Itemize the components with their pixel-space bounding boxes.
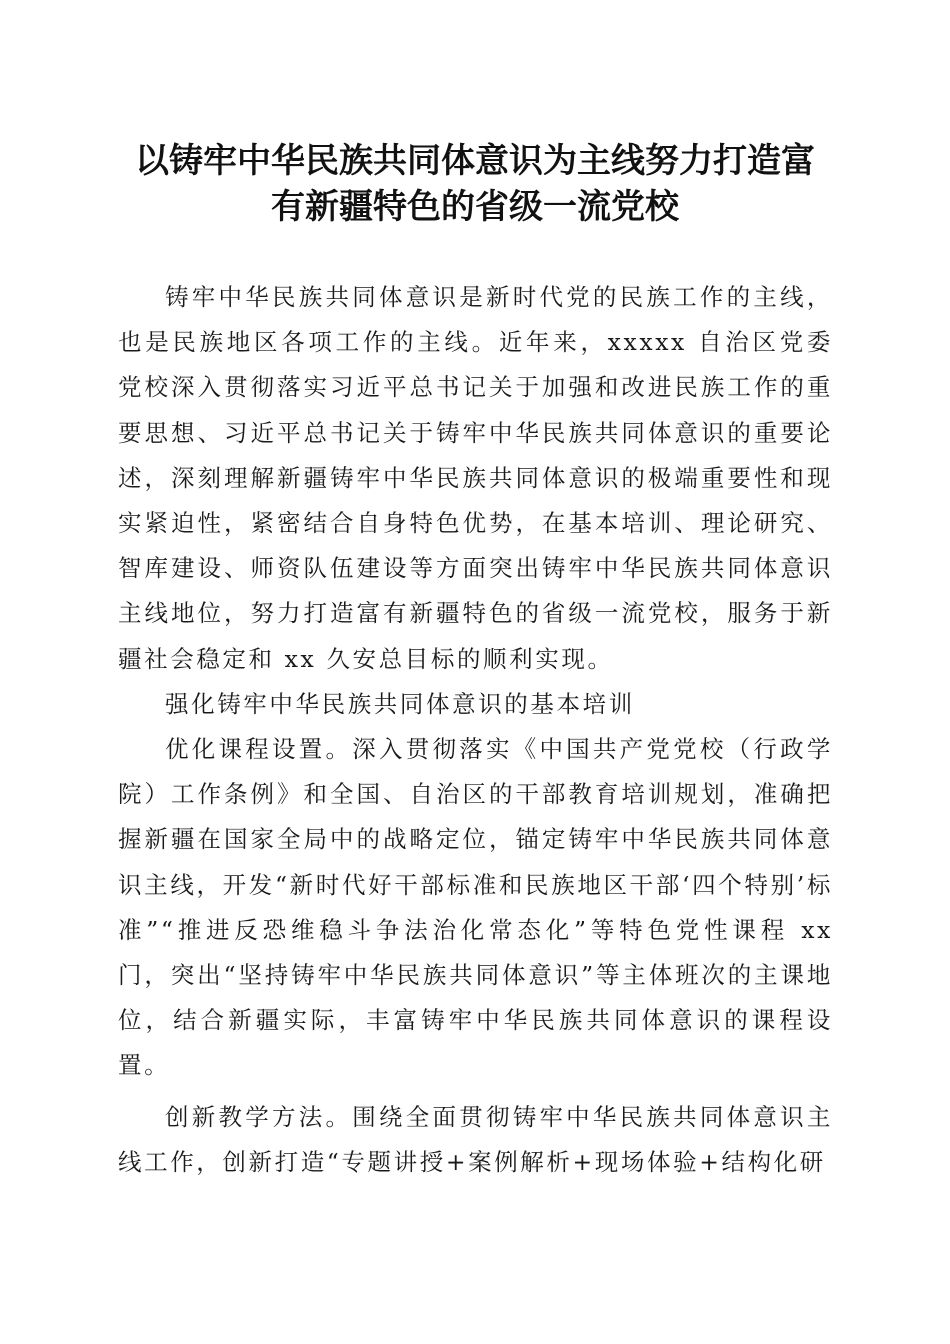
intro-paragraph: 铸牢中华民族共同体意识是新时代党的民族工作的主线，也是民族地区各项工作的主线。近年来，xxxxx 自治区党委党校深入贯彻落实习近平总书记关于加强和改进民族工作的重要思想、习近平总书记关于铸牢中华民族共同体意识的重要论述，深刻理解新疆铸牢中华民族共同体意识的极端重要性和现实紧迫性，紧密结合自身特色优势，在基本培训、理论研究、智库建设、师资队伍建设等方面突出铸牢中华民族共同体意识主线地位，努力打造富有新疆特色的省级一流党校，服务于新疆社会稳定和 xx 久安总目标的顺利实现。	[118, 283, 833, 673]
title-line-2: 有新疆特色的省级一流党校	[271, 187, 679, 227]
teaching-paragraph: 创新教学方法。围绕全面贯彻铸牢中华民族共同体意识主线工作，创新打造“专题讲授+案例解析+现场体验+结构化研	[118, 1102, 833, 1176]
course-paragraph: 优化课程设置。深入贯彻落实《中国共产党党校（行政学院）工作条例》和全国、自治区的干部教育培训规划，准确把握新疆在国家全局中的战略定位，锚定铸牢中华民族共同体意识主线，开发“新时代好干部标准和民族地区干部‘四个特别’标准”“推进反恐维稳斗争法治化常态化”等特色党性课程 xx 门，突出“坚持铸牢中华民族共同体意识”等主体班次的主课地位，结合新疆实际，丰富铸牢中华民族共同体意识的课程设置。	[118, 735, 833, 1080]
document-title	[110, 138, 840, 230]
title-line-1: 以铸牢中华民族共同体意识为主线努力打造富	[135, 141, 815, 181]
section-heading: 强化铸牢中华民族共同体意识的基本培训	[165, 689, 635, 718]
document-body	[118, 275, 833, 1185]
